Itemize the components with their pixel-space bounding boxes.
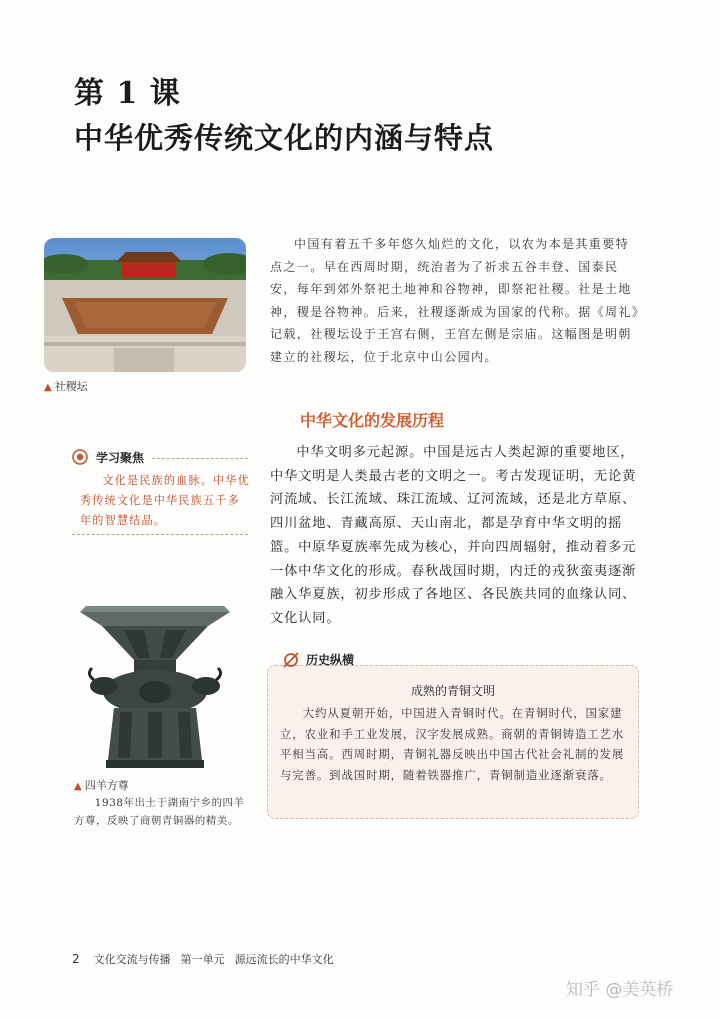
altar-caption-text: 社稷坛	[54, 380, 88, 393]
altar-caption	[44, 378, 88, 394]
altar-photo	[44, 238, 246, 372]
focus-divider-bottom	[72, 534, 248, 535]
study-focus-box	[72, 443, 248, 535]
lesson-title: 中华优秀传统文化的内涵与特点	[74, 121, 495, 155]
history-label	[282, 651, 354, 668]
footer-book: 文化交流与传播	[93, 953, 171, 966]
lesson-number: 第 1 课	[74, 76, 181, 111]
section-heading: 中华文化的发展历程	[300, 411, 445, 430]
intro-paragraph: 中国有着五千多年悠久灿烂的文化，以农为本是其重要特点之一。早在西周时期，统治者为了祈求五谷丰登、国泰民安，每年到郊外祭祀土地神和谷物神，即祭祀社稷。社是土地神，稷是谷物神。后来，社稷逐渐成为国家的代称。据《周礼》记载，社稷坛设于王宫右侧，王宫左侧是宗庙。这幅图是明朝建立的社稷坛，位于北京中山公园内。	[270, 237, 640, 364]
four-ram-zun-illustration	[74, 600, 236, 776]
vessel-description: 1938年出土于湖南宁乡的四羊方尊，反映了商朝青铜器的精美。	[74, 797, 245, 827]
page-number: 2	[72, 952, 80, 966]
focus-target-icon	[72, 449, 88, 465]
footer-unit-title: 源远流长的中华文化	[234, 953, 334, 966]
history-box	[267, 665, 639, 819]
history-compass-icon	[282, 652, 300, 668]
history-label-text: 历史纵横	[306, 653, 355, 667]
study-focus-header	[72, 448, 144, 466]
study-focus-text: 文化是民族的血脉。中华优秀传统文化是中华民族五千多年的智慧结晶。	[80, 474, 250, 527]
page-footer	[72, 951, 334, 967]
focus-divider	[152, 458, 248, 459]
vessel-caption	[74, 777, 129, 793]
altar-illustration	[44, 238, 246, 372]
watermark: 知乎 @美英桥	[566, 980, 674, 1000]
history-box-text: 大约从夏朝开始，中国进入青铜时代。在青铜时代，国家建立，农业和手工业发展，汉字发展成熟。商朝的青铜铸造工艺水平相当高。西周时期，青铜礼器反映出中国古代社会礼制的发展与完善。到战国时期，随着铁器推广，青铜制造业逐渐衰落。	[280, 706, 625, 783]
triangle-marker-icon: ▲	[44, 382, 52, 393]
bronze-vessel-photo	[74, 600, 236, 776]
vessel-caption-text: 四羊方尊	[84, 779, 129, 792]
triangle-marker-icon: ▲	[74, 781, 82, 792]
study-focus-label: 学习聚焦	[96, 450, 145, 465]
history-box-title: 成熟的青铜文明	[410, 684, 495, 698]
section-paragraph: 中华文明多元起源。中国是远古人类起源的重要地区，中华文明是人类最古老的文明之一。考古发现证明，无论黄河流域、长江流域、珠江流域、辽河流域，还是北方草原、四川盆地、青藏高原、天山南北，都是孕育中华文明的摇篮。中原华夏族率先成为核心，并向四周辐射，推动着多元一体中华文化的形成。春秋战国时期，内迁的戎狄蛮夷逐渐融入华夏族，初步形成了各地区、各民族共同的血缘认同、文化认同。	[270, 445, 637, 626]
footer-unit: 第一单元	[180, 953, 225, 966]
